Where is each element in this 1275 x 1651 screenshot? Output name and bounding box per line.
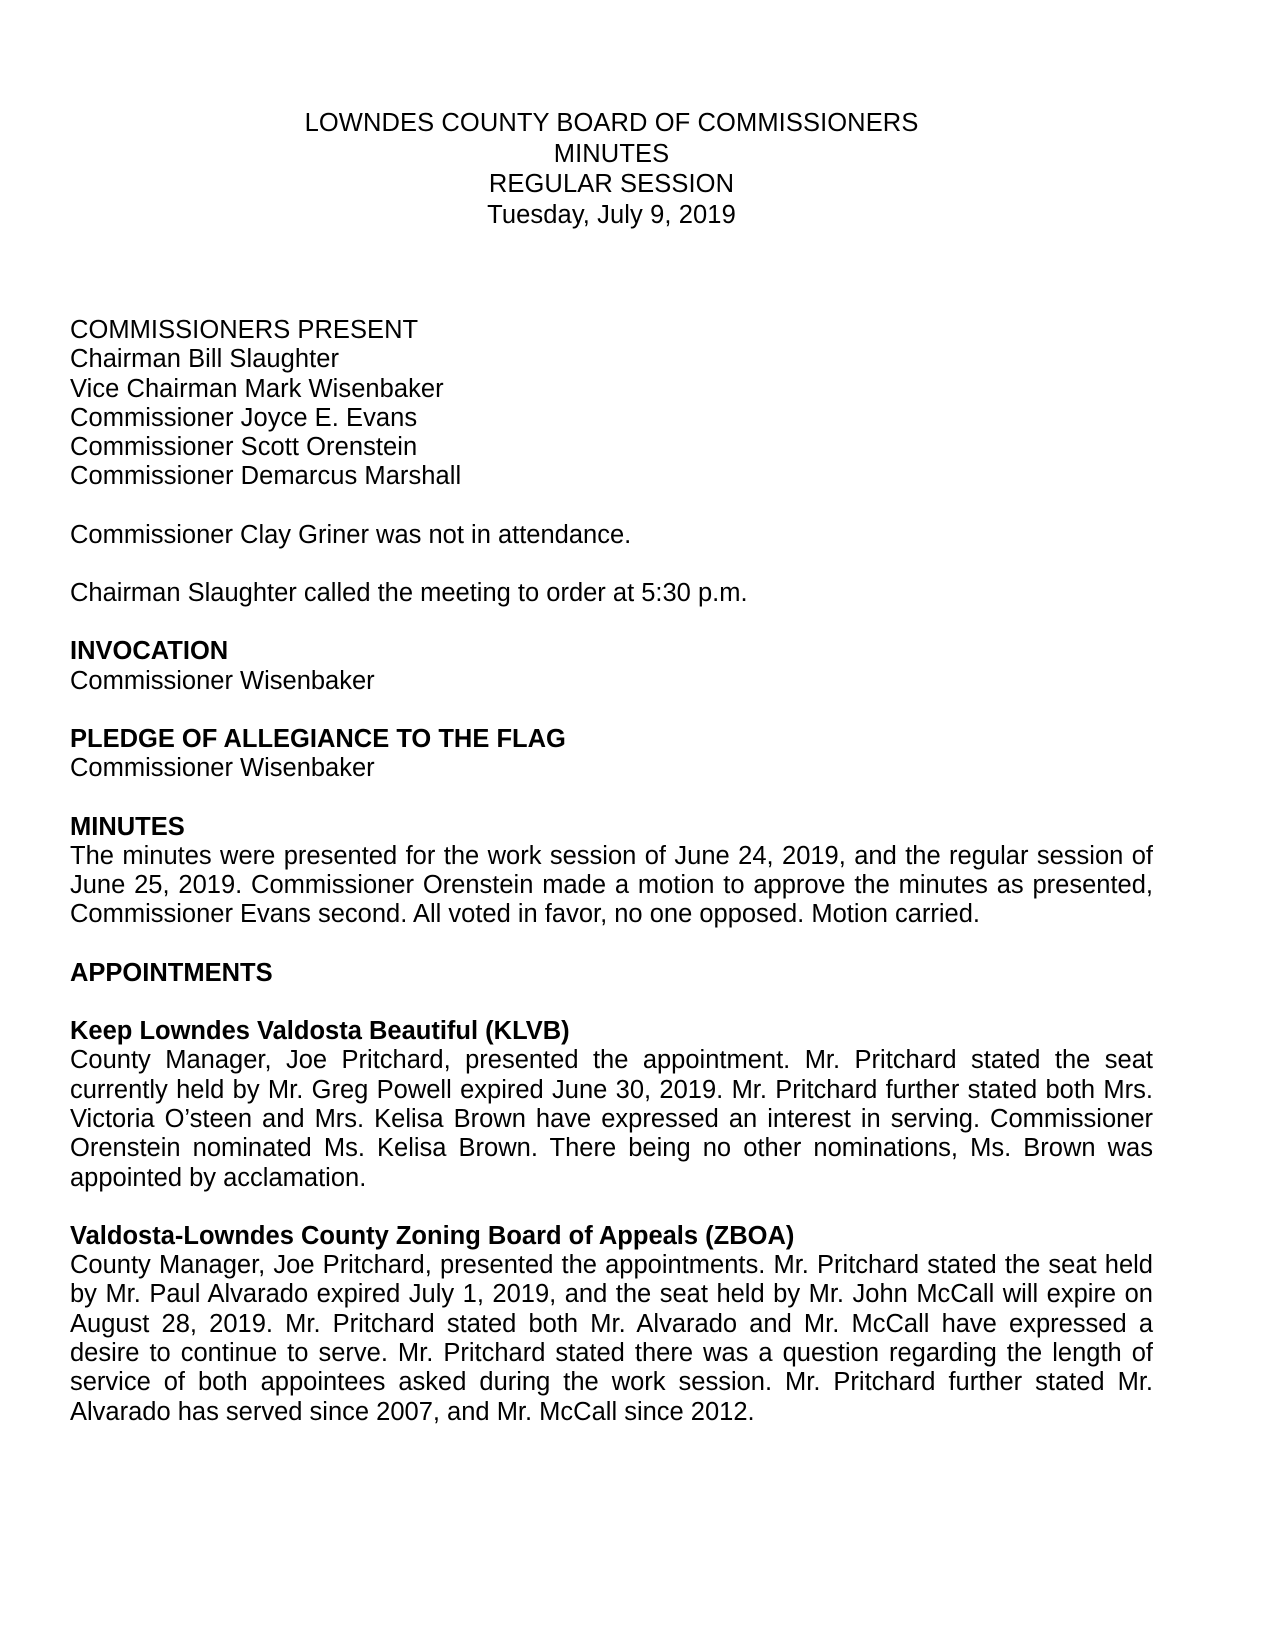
spacer [70, 1193, 1153, 1222]
section-body-minutes: The minutes were presented for the work session of June 24, 2019, and the regular session of June 25, 2019. Commissioner Orenstein made a motion to approve the minutes as presented, Commissioner Evans second. All voted in favor, no one opposed. Motion carried. [70, 841, 1153, 929]
appointment-body-zboa: County Manager, Joe Pritchard, presented the appointments. Mr. Pritchard stated the seat held by Mr. Paul Alvarado expired July 1, 2019, and the seat held by Mr. John McCall will expire on August 28, 2019. Mr. Pritchard stated both Mr. Alvarado and Mr. McCall have expressed a desire to continue to serve. Mr. Pritchard stated there was a question regarding the length of service of both appointees asked during the work session. Mr. Pritchard further stated Mr. Alvarado has served since 2007, and Mr. McCall since 2012. [70, 1251, 1153, 1426]
commissioners-present-heading: COMMISSIONERS PRESENT [70, 316, 419, 344]
spacer [70, 930, 1153, 959]
commissioners-present-block [70, 316, 1153, 492]
spacer [70, 550, 1153, 579]
commissioner-entry: Commissioner Scott Orenstein [70, 433, 418, 462]
header-line-doctype: MINUTES [553, 139, 670, 168]
spacer [70, 784, 1153, 813]
section-heading-pledge: PLEDGE OF ALLEGIANCE TO THE FLAG [70, 724, 566, 753]
header-line-date: Tuesday, July 9, 2019 [487, 200, 736, 229]
appointment-subheading-klvb: Keep Lowndes Valdosta Beautiful (KLVB) [70, 1017, 570, 1046]
spacer [70, 696, 1153, 725]
absent-note: Commissioner Clay Griner was not in attendance. [70, 520, 632, 549]
commissioner-entry: Commissioner Joyce E. Evans [70, 403, 418, 432]
spacer [70, 988, 1153, 1017]
section-heading-invocation: INVOCATION [70, 637, 229, 666]
appointment-subheading-zboa: Valdosta-Lowndes County Zoning Board of Appeals (ZBOA) [70, 1221, 795, 1250]
commissioner-entry: Vice Chairman Mark Wisenbaker [70, 374, 444, 403]
section-body-pledge: Commissioner Wisenbaker [70, 754, 375, 783]
section-heading-appointments: APPOINTMENTS [70, 958, 273, 987]
commissioner-entry: Commissioner Demarcus Marshall [70, 462, 462, 491]
spacer [70, 492, 1153, 521]
header-body-spacer [70, 230, 1153, 316]
header-line-session: REGULAR SESSION [488, 170, 735, 198]
header-line-organization: LOWNDES COUNTY BOARD OF COMMISSIONERS [304, 109, 919, 137]
section-body-invocation: Commissioner Wisenbaker [70, 666, 375, 695]
document-header [70, 108, 1153, 230]
section-heading-minutes: MINUTES [70, 812, 185, 841]
commissioner-entry: Chairman Bill Slaughter [70, 345, 340, 374]
call-to-order-note: Chairman Slaughter called the meeting to order at 5:30 p.m. [70, 579, 748, 608]
spacer [70, 608, 1153, 637]
appointment-body-klvb: County Manager, Joe Pritchard, presented the appointment. Mr. Pritchard stated the seat currently held by Mr. Greg Powell expired June 30, 2019. Mr. Pritchard further stated both Mrs. Victoria O’steen and Mrs. Kelisa Brown have expressed an interest in serving. Commissioner Orenstein nominated Ms. Kelisa Brown. There being no other nominations, Ms. Brown was appointed by acclamation. [70, 1046, 1153, 1192]
